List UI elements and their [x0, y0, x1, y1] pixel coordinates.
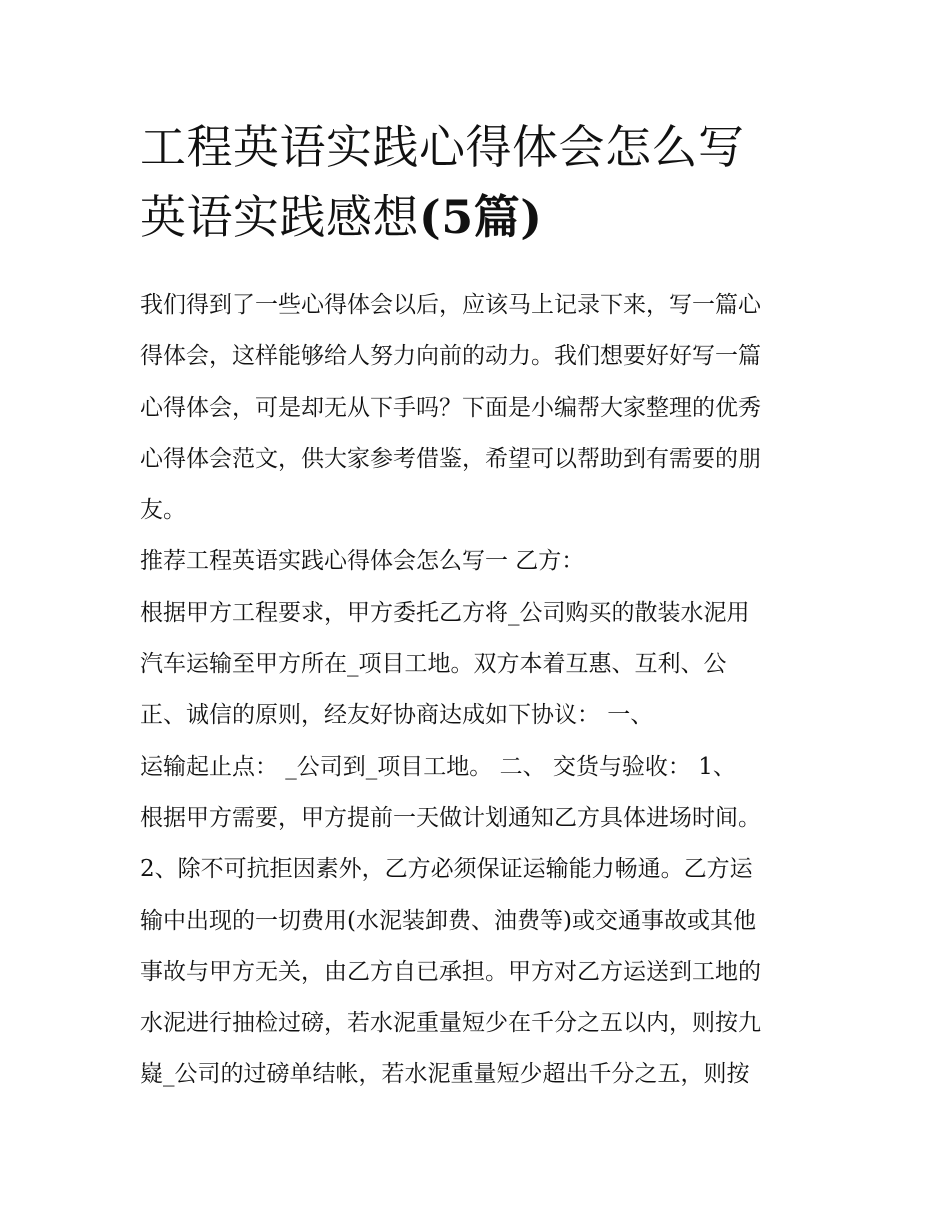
body-line-1: 我们得到了一些心得体会以后，应该马上记录下来，写一篇心 [140, 292, 761, 318]
body-line-14: 事故与甲方无关，由乙方自已承担。甲方对乙方运送到工地的 [140, 958, 761, 985]
body-line-8: 汽车运输至甲方所在_项目工地。双方本着互惠、互利、公 [140, 651, 727, 678]
body-line-13: 输中出现的一切费用(水泥装卸费、油费等)或交通事故或其他 [140, 907, 756, 934]
title-line-2-text: 英语实践感想 [140, 190, 419, 244]
body-line-7: 根据甲方工程要求，甲方委托乙方将_公司购买的散装水泥用 [140, 599, 750, 626]
document-title [140, 112, 830, 252]
title-line-2-count: (5篇) [419, 190, 543, 244]
body-line-10: 运输起止点： _公司到_项目工地。 二、 交货与验收： 1、 [140, 753, 736, 780]
body-line-3: 心得体会，可是却无从下手吗？下面是小编帮大家整理的优秀 [140, 394, 761, 421]
body-line-5: 友。 [140, 497, 186, 524]
title-line-2 [140, 182, 830, 252]
body-line-9: 正、诚信的原则，经友好协商达成如下协议： 一、 [140, 702, 654, 729]
body-line-4: 心得体会范文，供大家参考借鉴，希望可以帮助到有需要的朋 [140, 445, 761, 472]
body-line-11: 根据甲方需要，甲方提前一天做计划通知乙方具体进场时间。 [140, 804, 761, 831]
body-line-6: 推荐工程英语实践心得体会怎么写一 乙方： [140, 548, 585, 575]
body-line-2: 得体会，这样能够给人努力向前的动力。我们想要好好写一篇 [140, 343, 761, 370]
document-body [140, 280, 830, 1101]
body-line-15: 水泥进行抽检过磅，若水泥重量短少在千分之五以内，则按九 [140, 1010, 761, 1037]
body-line-12: 2、除不可抗拒因素外，乙方必须保证运输能力畅通。乙方运 [140, 856, 753, 883]
title-line-1: 工程英语实践心得体会怎么写 [140, 120, 745, 174]
body-line-16: 嶷_公司的过磅单结帐，若水泥重量短少超出千分之五，则按 [140, 1061, 750, 1088]
